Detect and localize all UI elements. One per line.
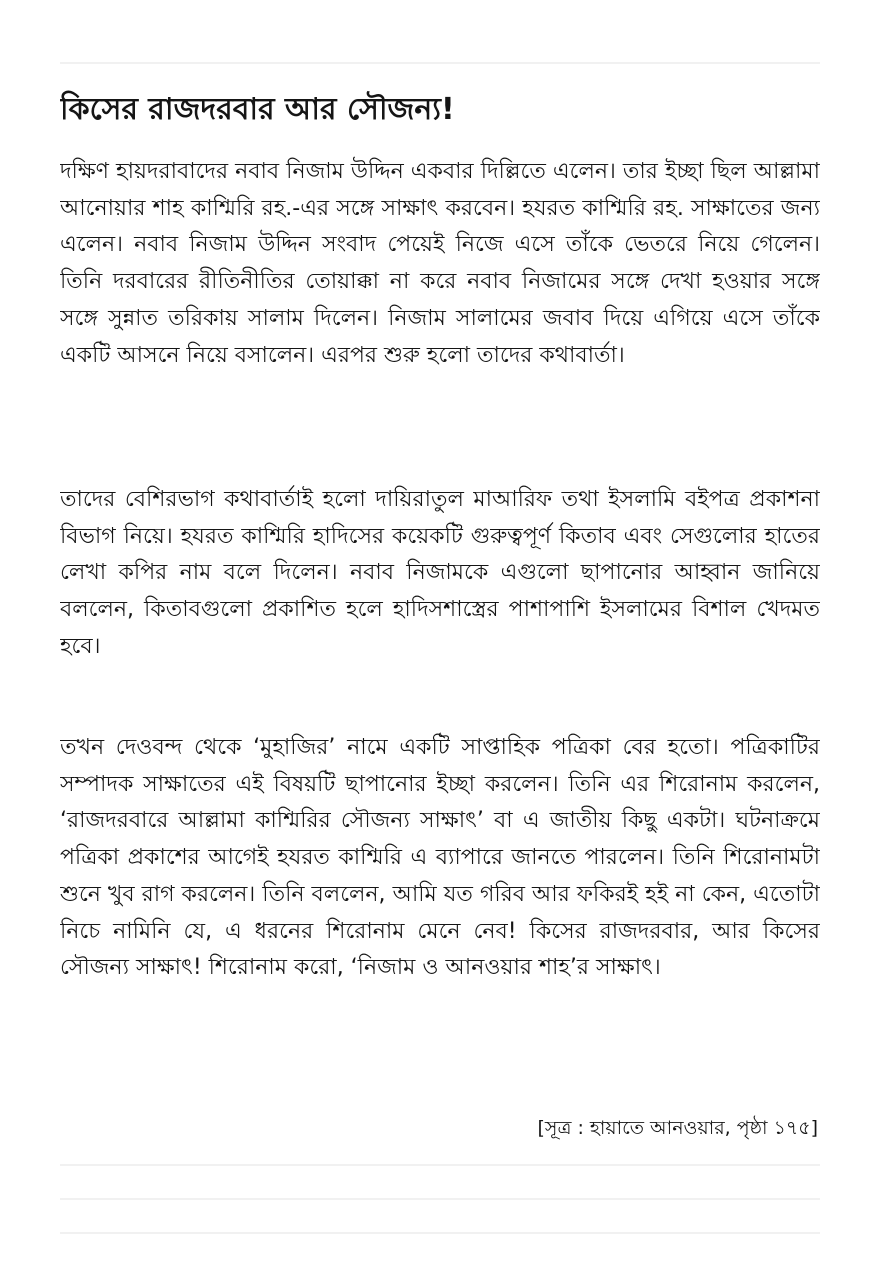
- paragraph-1: দক্ষিণ হায়দরাবাদের নবাব নিজাম উদ্দিন একবার দিল্লিতে এলেন। তার ইচ্ছা ছিল আল্লামা আনোয়ার শাহ কাশ্মিরি রহ.-এর সঙ্গে সাক্ষাৎ করবেন। হযরত কাশ্মিরি রহ. সাক্ষাতের জন্য এলেন। নবাব নিজাম উদ্দিন সংবাদ পেয়েই নিজে এসে তাঁকে ভেতরে নিয়ে গেলেন। তিনি দরবারের রীতিনীতির তোয়াক্কা না করে নবাব নিজামের সঙ্গে দেখা হওয়ার সঙ্গে সঙ্গে সুন্নাত তরিকায় সালাম দিলেন। নিজাম সালামের জবাব দিয়ে এগিয়ে এসে তাঁকে একটি আসনে নিয়ে বসালেন। এরপর শুরু হলো তাদের কথাবার্তা।: [60, 159, 820, 368]
- paragraph-2: তাদের বেশিরভাগ কথাবার্তাই হলো দায়িরাতুল মাআরিফ তথা ইসলামি বইপত্র প্রকাশনা বিভাগ নিয়ে। হযরত কাশ্মিরি হাদিসের কয়েকটি গুরুত্বপূর্ণ কিতাব এবং সেগুলোর হাতের লেখা কপির নাম বলে দিলেন। নবাব নিজামকে এগুলো ছাপানোর আহ্বান জানিয়ে বললেন, কিতাবগুলো প্রকাশিত হলে হাদিসশাস্ত্রের পাশাপাশি ইসলামের বিশাল খেদমত হবে।: [60, 487, 820, 659]
- bleed-through-line: [60, 62, 820, 64]
- bleed-through-line: [60, 1164, 820, 1166]
- source-citation: [সূত্র : হায়াতে আনওয়ার, পৃষ্ঠা ১৭৫]: [537, 1117, 818, 1139]
- article-title: কিসের রাজদরবার আর সৌজন্য!: [60, 92, 455, 127]
- bleed-through-line: [60, 1198, 820, 1200]
- bleed-through-line: [60, 1232, 820, 1234]
- paragraph-3: তখন দেওবন্দ থেকে ‘মুহাজির’ নামে একটি সাপ্তাহিক পত্রিকা বের হতো। পত্রিকাটির সম্পাদক সাক্ষাতের এই বিষয়টি ছাপানোর ইচ্ছা করলেন। তিনি এর শিরোনাম করলেন, ‘রাজদরবারে আল্লামা কাশ্মিরির সৌজন্য সাক্ষাৎ’ বা এ জাতীয় কিছু একটা। ঘটনাক্রমে পত্রিকা প্রকাশের আগেই হযরত কাশ্মিরি এ ব্যাপারে জানতে পারলেন। তিনি শিরোনামটা শুনে খুব রাগ করলেন। তিনি বললেন, আমি যত গরিব আর ফকিরই হই না কেন, এতোটা নিচে নামিনি যে, এ ধরনের শিরোনাম মেনে নেব! কিসের রাজদরবার, আর কিসের সৌজন্য সাক্ষাৎ! শিরোনাম করো, ‘নিজাম ও আনওয়ার শাহ’র সাক্ষাৎ।: [60, 735, 820, 981]
